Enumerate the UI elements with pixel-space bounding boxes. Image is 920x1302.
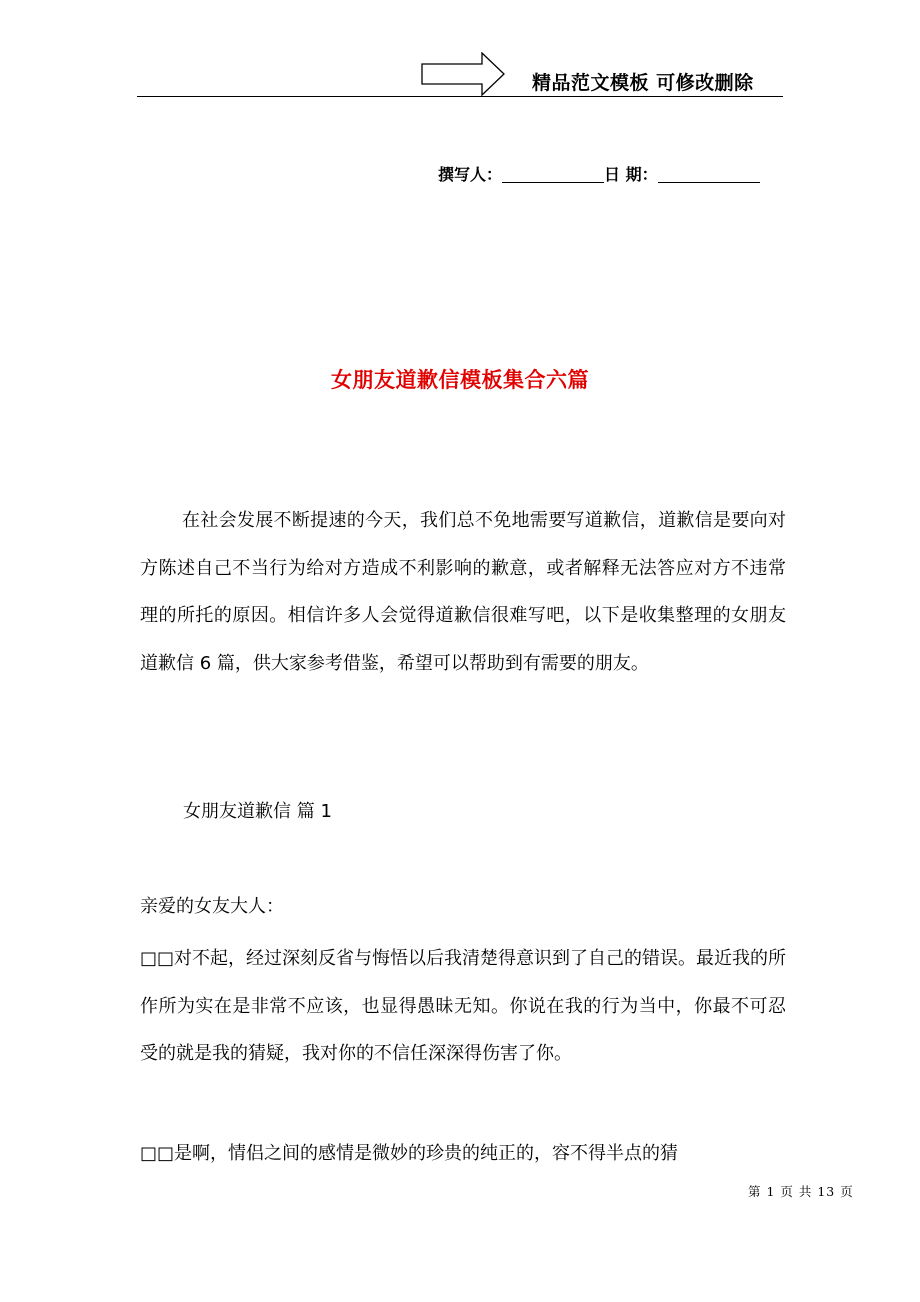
date-blank[interactable] xyxy=(658,166,760,183)
body-paragraph-2: □□是啊，情侣之间的感情是微妙的珍贵的纯正的，容不得半点的猜 xyxy=(140,1143,679,1164)
page-indicator: 第 1 页 共 13 页 xyxy=(748,1184,854,1199)
author-label: 撰写人： xyxy=(438,165,503,184)
document-title: 女朋友道歉信模板集合六篇 xyxy=(331,368,589,392)
arrow-icon xyxy=(420,52,506,96)
intro-paragraph: 在社会发展不断提速的今天，我们总不免地需要写道歉信，道歉信是要向对方陈述自己不当行为给对方造成不利影响的歉意，或者解释无法答应对方不违常理的所托的原因。相信许多人会觉得道歉信很难写吧，以下是收集整理的女朋友道歉信 6 篇，供大家参考借鉴，希望可以帮助到有需要的朋友。 xyxy=(140,510,786,674)
author-date-line xyxy=(438,162,760,185)
body-paragraph-1: □□对不起，经过深刻反省与悔悟以后我清楚得意识到了自己的错误。最近我的所作所为实在是非常不应该，也显得愚昧无知。你说在我的行为当中，你最不可忍受的就是我的猜疑，我对你的不信任深深得伤害了你。 xyxy=(140,948,787,1064)
header-divider xyxy=(137,96,783,97)
date-label: 日 期： xyxy=(604,165,658,184)
header-banner: 精品范文模板 可修改删除 xyxy=(532,72,754,94)
section-heading: 女朋友道歉信 篇 1 xyxy=(183,801,332,822)
salutation: 亲爱的女友大人： xyxy=(140,896,284,917)
author-blank[interactable] xyxy=(502,166,604,183)
